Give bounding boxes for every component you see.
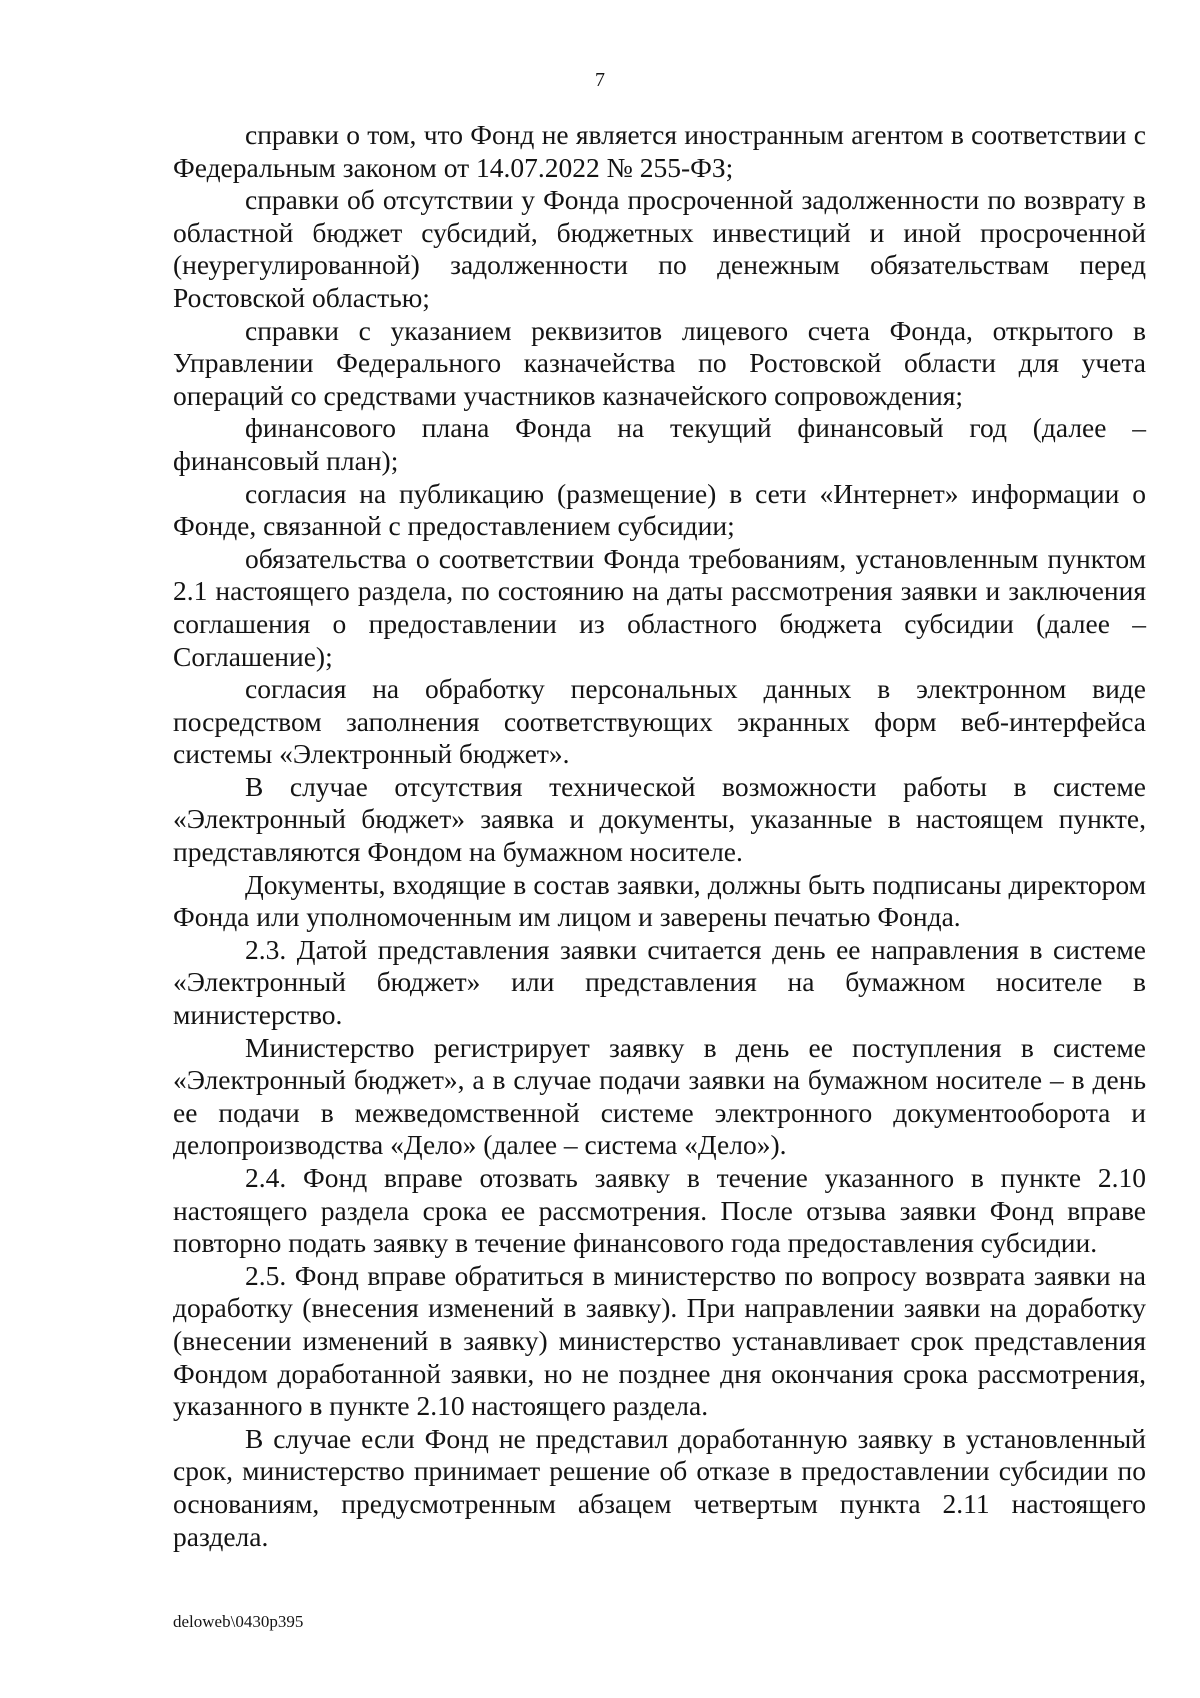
paragraph: согласия на публикацию (размещение) в сети «Интернет» информации о Фонде, связанной с предоставлением субсидии; <box>173 477 1146 542</box>
paragraph: справки об отсутствии у Фонда просроченной задолженности по возврату в областной бюджет субсидий, бюджетных инвестиций и иной просроченной (неурегулированной) задолженности по денежным обязательствам перед Ростовской областью; <box>173 184 1146 313</box>
paragraph: обязательства о соответствии Фонда требованиям, установленным пунктом 2.1 настоящего раздела, по состоянию на даты рассмотрения заявки и заключения соглашения о предоставлении из областного бюджета субсидии (далее – Соглашение); <box>173 542 1146 672</box>
paragraph: Документы, входящие в состав заявки, должны быть подписаны директором Фонда или уполномоченным им лицом и заверены печатью Фонда. <box>173 868 1146 933</box>
page-number: 7 <box>595 69 605 91</box>
paragraph: справки с указанием реквизитов лицевого счета Фонда, открытого в Управлении Федерального казначейства по Ростовской области для учета операций со средствами участников казначейского сопровождения; <box>173 314 1146 411</box>
paragraph: В случае если Фонд не представил доработанную заявку в установленный срок, министерство принимает решение об отказе в предоставлении субсидии по основаниям, предусмотренным абзацем четвертым пункта 2.11 настоящего раздела. <box>173 1422 1146 1552</box>
paragraph: согласия на обработку персональных данных в электронном виде посредством заполнения соответствующих экранных форм веб-интерфейса системы «Электронный бюджет». <box>173 673 1146 770</box>
paragraph: справки о том, что Фонд не является иностранным агентом в соответствии с Федеральным законом от 14.07.2022 № 255-ФЗ; <box>173 119 1146 183</box>
paragraph: 2.3. Датой представления заявки считается день ее направления в системе «Электронный бюджет» или представления на бумажном носителе в министерство. <box>173 933 1146 1031</box>
document-body <box>173 119 1146 1553</box>
footer-document-code: deloweb\0430p395 <box>173 1612 304 1631</box>
paragraph: В случае отсутствия технической возможности работы в системе «Электронный бюджет» заявка и документы, указанные в настоящем пункте, представляются Фондом на бумажном носителе. <box>173 770 1146 868</box>
paragraph: Министерство регистрирует заявку в день ее поступления в системе «Электронный бюджет», а в случае подачи заявки на бумажном носителе – в день ее подачи в межведомственной системе электронного документооборота и делопроизводства «Дело» (далее – система «Дело»). <box>173 1031 1146 1161</box>
paragraph: 2.4. Фонд вправе отозвать заявку в течение указанного в пункте 2.10 настоящего раздела срока ее рассмотрения. После отзыва заявки Фонд вправе повторно подать заявку в течение финансового года предоставления субсидии. <box>173 1162 1146 1259</box>
paragraph: финансового плана Фонда на текущий финансовый год (далее – финансовый план); <box>173 412 1146 476</box>
paragraph: 2.5. Фонд вправе обратиться в министерство по вопросу возврата заявки на доработку (внесения изменений в заявку). При направлении заявки на доработку (внесении изменений в заявку) министерство устанавливает срок представления Фондом доработанной заявки, но не позднее дня окончания срока рассмотрения, указанного в пункте 2.10 настоящего раздела. <box>173 1259 1146 1422</box>
